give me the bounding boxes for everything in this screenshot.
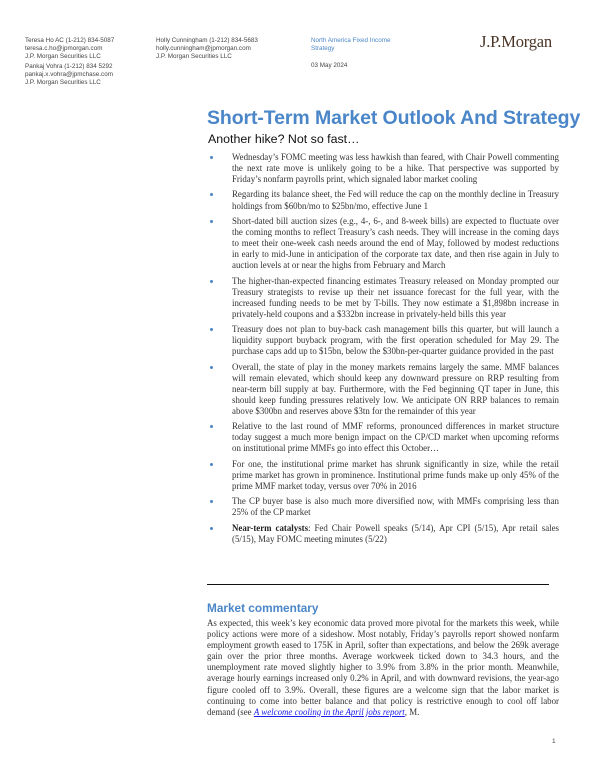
- list-item: [207, 496, 559, 518]
- report-link[interactable]: A welcome cooling in the April jobs report: [253, 706, 405, 717]
- bullet-icon: [210, 500, 213, 503]
- series-name-line1: North America Fixed Income: [311, 37, 391, 44]
- report-series: [311, 37, 390, 70]
- jpmorgan-logo: J.P.Morgan: [480, 32, 552, 51]
- bullet-icon: [210, 527, 213, 530]
- author-name-phone: Teresa Ho AC (1-212) 834-5087: [25, 37, 115, 44]
- bullet-bold-lead: Near-term catalysts: [232, 522, 309, 533]
- bullet-text: Overall, the state of play in the money markets remains largely the same. MMF balances will remain elevated, which should keep any downward pressure on RRP resulting from near-term bill supply at bay. Furthermore, with the Fed beginning QT taper in June, this should keep funding pressures relatively low. We anticipate ON RRP balances to remain above $300bn and reserves above $3tn for the remainder of this year: [232, 361, 559, 416]
- bullet-icon: [210, 328, 213, 331]
- authors-column-1: [25, 37, 114, 87]
- author-email-link[interactable]: holly.cunningham@jpmorgan.com: [156, 45, 251, 52]
- key-points-list: [207, 152, 559, 549]
- author-email-link[interactable]: teresa.c.ho@jpmorgan.com: [25, 45, 103, 52]
- commentary-text: As expected, this week’s key economic data proved more pivotal for the markets this week, while policy actions were more of a sideshow. Most notably, Friday’s payrolls report showed nonfarm employment growth eased to 175K in April, softer than expectations, and below the 269k average gain over the prior three months. Average workweek ticked down to 34.3 hours, and the unemployment rate moved slightly higher to 3.9% from 3.8% in the prior month. Meanwhile, average hourly earnings increased only 0.2% in April, and with downward revisions, the year-ago figure cooled off to 3.9%. Overall, these figures are a welcome sign that the labor market is continuing to come into better balance and that policy is restrictive enough to cool off labor demand (see: [207, 618, 559, 717]
- page-number: 1: [552, 738, 556, 745]
- section-heading: Market commentary: [207, 601, 319, 615]
- page-title: Short-Term Market Outlook And Strategy: [207, 107, 581, 129]
- author-name-phone: Holly Cunningham (1-212) 834-5683: [156, 37, 258, 44]
- bullet-text: Relative to the last round of MMF reforms, pronounced differences in market structure today suggest a much more benign impact on the CP/CD market when upcoming reforms on institutional prime MMFs go into effect this October…: [232, 421, 559, 454]
- list-item: [207, 324, 559, 357]
- page-subtitle: Another hike? Not so fast…: [208, 132, 360, 146]
- bullet-text: : Fed Chair Powell speaks (5/14), Apr CPI (5/15), Apr retail sales (5/15), May FOMC meeting minutes (5/22): [232, 522, 559, 544]
- list-item: [207, 276, 559, 320]
- bullet-icon: [210, 366, 213, 369]
- list-item: [207, 216, 559, 271]
- series-name-line2: Strategy: [311, 45, 335, 52]
- report-date: 03 May 2024: [311, 62, 348, 69]
- list-item: [207, 152, 559, 185]
- bullet-icon: [210, 280, 213, 283]
- bullet-icon: [210, 463, 213, 466]
- bullet-text: Wednesday’s FOMC meeting was less hawkish than feared, with Chair Powell commenting the next rate move is unlikely going to be a hike. That perspective was supported by Friday’s nonfarm payrolls print, which signaled labor market cooling: [232, 152, 559, 185]
- list-item: [207, 459, 559, 492]
- bullet-text: Regarding its balance sheet, the Fed will reduce the cap on the monthly decline in Treasury holdings from $60bn/mo to $25bn/mo, effective June 1: [232, 189, 559, 211]
- author-firm: J.P. Morgan Securities LLC: [25, 79, 101, 86]
- bullet-icon: [210, 193, 213, 196]
- list-item: [207, 189, 559, 211]
- authors-column-2: [156, 37, 258, 61]
- commentary-paragraph: [207, 618, 559, 718]
- author-firm: J.P. Morgan Securities LLC: [25, 53, 101, 60]
- bullet-text: The CP buyer base is also much more diversified now, with MMFs comprising less than 25% of the CP market: [232, 496, 559, 518]
- section-divider: [207, 584, 549, 585]
- bullet-icon: [210, 425, 213, 428]
- list-item: [207, 421, 559, 454]
- commentary-tail: , M.: [404, 706, 420, 717]
- list-item: [207, 523, 559, 545]
- bullet-icon: [210, 220, 213, 223]
- bullet-text: For one, the institutional prime market has shrunk significantly in size, while the retail prime market has grown in prominence. Institutional prime funds make up only 45% of the prime MMF market today, versus over 70% in 2016: [232, 458, 559, 491]
- bullet-text: Treasury does not plan to buy-back cash management bills this quarter, but will launch a liquidity support buyback program, with the first operation scheduled for May 29. The purchase caps add up to $15bn, below the $30bn-per-quarter guidance provided in the past: [232, 324, 559, 357]
- author-firm: J.P. Morgan Securities LLC: [156, 53, 232, 60]
- bullet-text: Short-dated bill auction sizes (e.g., 4-, 6-, and 8-week bills) are expected to fluctuate over the coming months to reflect Treasury’s cash needs. They will increase in the coming days to meet their one-week cash needs around the end of May, followed by modest reductions in early to mid-June in anticipation of the corporate tax date, and then rise again in July to auction levels at or near the highs from February and March: [232, 215, 559, 271]
- author-email-link[interactable]: pankaj.x.vohra@jpmchase.com: [25, 71, 113, 78]
- list-item: [207, 362, 559, 417]
- bullet-text: The higher-than-expected financing estimates Treasury released on Monday prompted our Treasury strategists to revise up their net issuance forecast for the full year, with the increased funding needs to be met by T-bills. They now estimate a $1,898bn increase in privately-held coupons and a $332bn increase in privately-held bills this year: [232, 275, 559, 319]
- bullet-icon: [210, 156, 213, 159]
- author-name-phone: Pankaj Vohra (1-212) 834 5292: [25, 63, 113, 70]
